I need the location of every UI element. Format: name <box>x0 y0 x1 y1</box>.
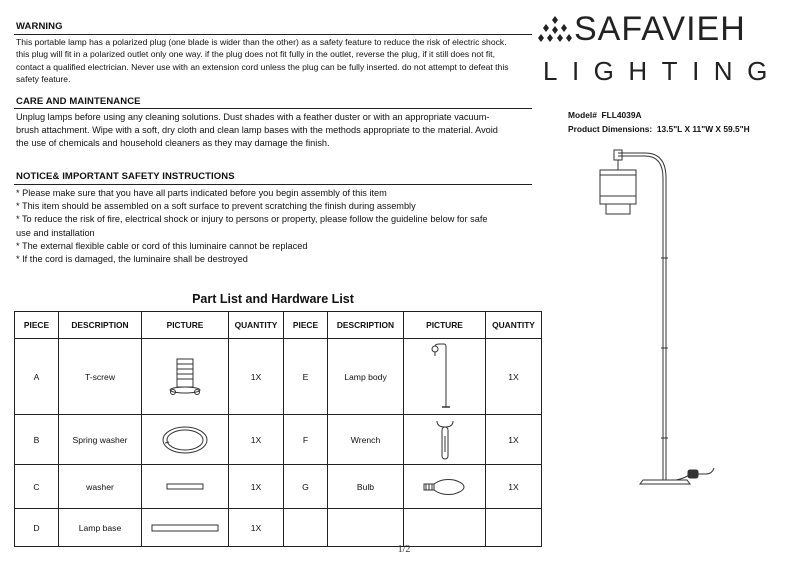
bulb-icon <box>420 477 470 497</box>
picture-cell <box>404 339 486 415</box>
lamp-base-icon <box>150 522 220 534</box>
safety-line: * Please make sure that you have all parts indicated before you begin assembly of this item <box>16 188 387 198</box>
quantity-cell: 1X <box>229 509 284 547</box>
table-row <box>15 415 542 465</box>
piece-cell: G <box>284 465 328 509</box>
care-title: CARE AND MAINTENANCE <box>16 96 141 107</box>
quantity-cell <box>486 509 542 547</box>
description-cell: Bulb <box>328 465 404 509</box>
quantity-cell: 1X <box>229 465 284 509</box>
warning-text <box>16 36 536 86</box>
safety-line: * If the cord is damaged, the luminaire shall be destroyed <box>16 254 248 265</box>
care-line: brush attachment. Wipe with a soft, dry cloth and clean lamp bases with the methods appropriate to the material. Avoid <box>16 125 498 136</box>
quantity-cell: 1X <box>486 465 542 509</box>
brand-subtitle: LIGHTING <box>543 56 782 86</box>
picture-cell <box>404 415 486 465</box>
safety-line: * To reduce the risk of fire, electrical shock or injury to persons or property, please follow the guideline below for safe <box>16 214 488 225</box>
piece-cell: A <box>15 339 59 415</box>
safety-text <box>16 187 536 266</box>
safety-rule <box>14 184 532 185</box>
quantity-cell: 1X <box>486 339 542 415</box>
header-quantity: QUANTITY <box>229 312 284 339</box>
parts-table <box>14 311 542 547</box>
description-cell: washer <box>59 465 142 509</box>
page-number: 1/2 <box>397 544 411 555</box>
warning-line: contact a qualified electrician. Never use with an extension cord unless the plug can be fully inserted. do not attempt to defeat this <box>16 61 509 72</box>
floor-lamp-illustration <box>590 148 740 492</box>
care-rule <box>14 108 532 109</box>
picture-cell <box>142 465 229 509</box>
table-row <box>15 339 542 415</box>
quantity-cell: 1X <box>229 339 284 415</box>
dimensions-value: 13.5"L X 11"W X 59.5"H <box>656 124 750 134</box>
picture-cell <box>142 509 229 547</box>
picture-cell <box>142 339 229 415</box>
header-description: DESCRIPTION <box>328 312 404 339</box>
care-line: the use of chemicals and household cleaners as they may damage the finish. <box>16 138 330 149</box>
description-cell: Lamp base <box>59 509 142 547</box>
piece-cell: E <box>284 339 328 415</box>
care-text <box>16 111 536 151</box>
safety-line: * The external flexible cable or cord of this luminaire cannot be replaced <box>16 240 308 251</box>
table-header-row <box>15 312 542 339</box>
table-row <box>15 509 542 547</box>
description-cell: Lamp body <box>328 339 404 415</box>
quantity-cell: 1X <box>229 415 284 465</box>
warning-line: safety feature. <box>16 74 71 85</box>
lamp-base <box>640 480 690 484</box>
t-screw-icon <box>165 357 205 397</box>
warning-title: WARNING <box>16 21 63 32</box>
description-cell: Spring washer <box>59 415 142 465</box>
header-piece: PIECE <box>284 312 328 339</box>
safety-line: * This item should be assembled on a soft surface to prevent scratching the finish during assembly <box>16 201 416 212</box>
warning-rule <box>14 34 532 35</box>
warning-line: This portable lamp has a polarized plug (one blade is wider than the other) as a safety feature to reduce the risk of electric shock. <box>16 37 507 47</box>
washer-icon <box>165 482 205 492</box>
piece-cell: C <box>15 465 59 509</box>
header-picture: PICTURE <box>142 312 229 339</box>
model-line <box>568 110 642 120</box>
quantity-cell: 1X <box>486 415 542 465</box>
lamp-body-icon <box>430 343 460 411</box>
parts-title: Part List and Hardware List <box>192 292 354 306</box>
description-cell: T-screw <box>59 339 142 415</box>
dimensions-line <box>568 124 750 134</box>
chandelier-logo-icon <box>538 14 572 48</box>
picture-cell <box>404 465 486 509</box>
table-row <box>15 465 542 509</box>
brand-name: SAFAVIEH <box>574 10 746 48</box>
piece-cell: F <box>284 415 328 465</box>
picture-cell <box>404 509 486 547</box>
picture-cell <box>142 415 229 465</box>
piece-cell: D <box>15 509 59 547</box>
model-label: Model# <box>568 110 597 120</box>
warning-line: this plug will fit in a polarized outlet only one way. if the plug does not fit fully in the outlet, reverse the plug, if it still does not fit, <box>16 49 495 60</box>
piece-cell: B <box>15 415 59 465</box>
header-piece: PIECE <box>15 312 59 339</box>
model-value: FLL4039A <box>601 110 642 120</box>
header-picture: PICTURE <box>404 312 486 339</box>
care-line: Unplug lamps before using any cleaning solutions. Dust shades with a feather duster or with an appropriate vacuum- <box>16 112 490 122</box>
spring-washer-icon <box>160 423 210 457</box>
safety-title: NOTICE& IMPORTANT SAFETY INSTRUCTIONS <box>16 171 235 182</box>
piece-cell <box>284 509 328 547</box>
wrench-icon <box>433 418 457 462</box>
dimensions-label: Product Dimensions: <box>568 124 653 134</box>
description-cell: Wrench <box>328 415 404 465</box>
header-quantity: QUANTITY <box>486 312 542 339</box>
header-description: DESCRIPTION <box>59 312 142 339</box>
safety-line: use and installation <box>16 227 95 238</box>
description-cell <box>328 509 404 547</box>
